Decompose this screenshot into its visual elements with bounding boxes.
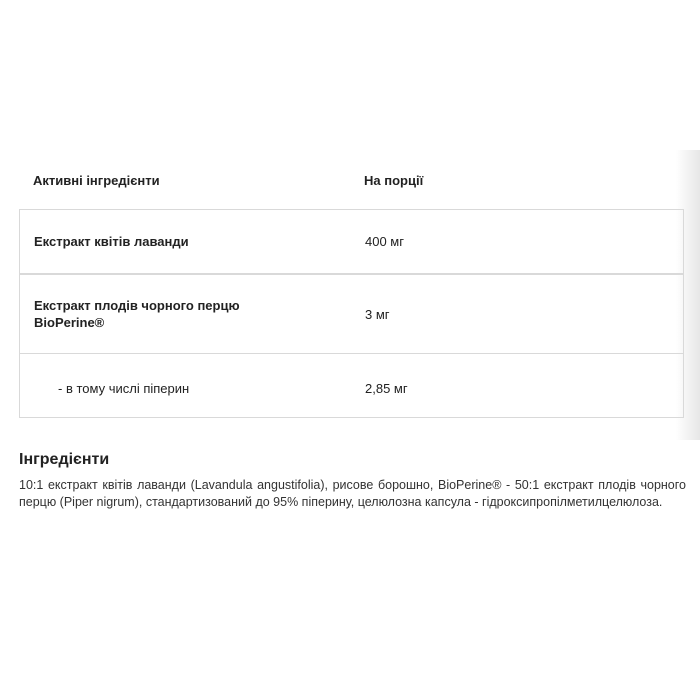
ingredient-amount: 2,85 мг: [365, 381, 408, 396]
ingredient-name: Екстракт квітів лаванди: [34, 234, 189, 249]
table-row: [19, 354, 684, 418]
header-per-serving: На порції: [364, 173, 424, 188]
ingredient-amount: 3 мг: [365, 307, 390, 322]
table-row: [19, 274, 684, 354]
table-header-row: [19, 150, 684, 210]
ingredients-heading: Інгредієнти: [19, 451, 110, 468]
ingredients-description: 10:1 екстракт квітів лаванди (Lavandula angustifolia), рисове борошно, BioPerine® - 50:1 екстракт плодів чорного перцю (Piper nigrum), стандартизований до 95% піперину, целюлозна капсула - гідроксипропілметилцелюлоза.: [19, 478, 686, 509]
ingredient-amount: 400 мг: [365, 234, 404, 249]
table-row: [19, 210, 684, 274]
ingredient-sub-name: - в тому числі піперин: [58, 381, 190, 396]
header-ingredients: Активні інгредієнти: [33, 173, 160, 188]
ingredient-name: Екстракт плодів чорного перцю BioPerine®: [34, 298, 240, 330]
